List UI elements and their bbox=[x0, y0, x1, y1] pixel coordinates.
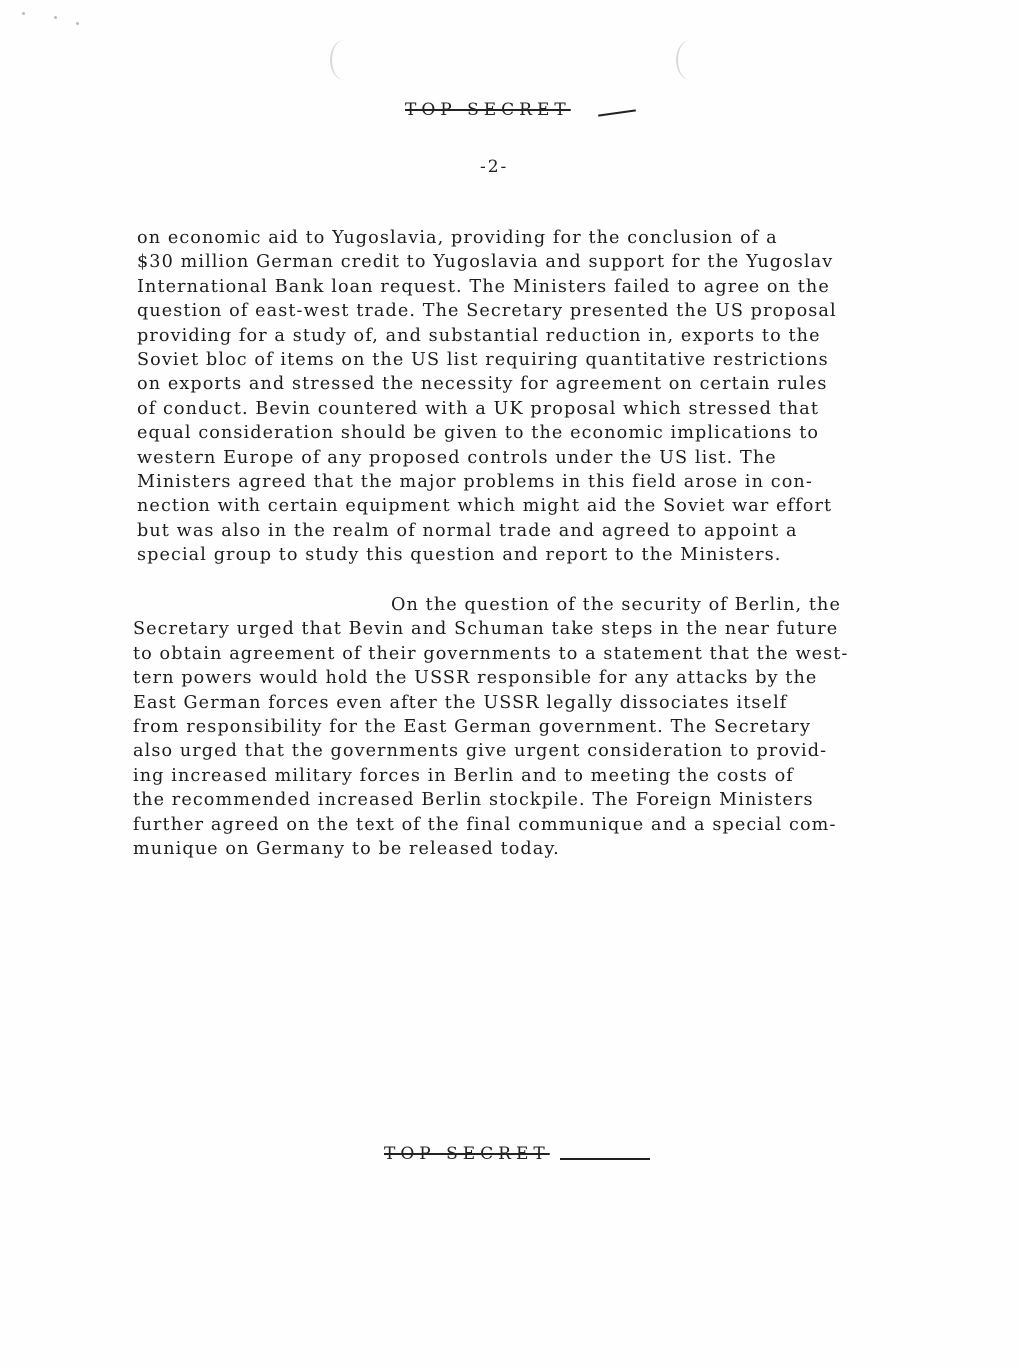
text-line: but was also in the realm of normal trade and agreed to appoint a bbox=[137, 520, 798, 541]
text-line: munique on Germany to be released today. bbox=[133, 838, 560, 859]
page-number: -2- bbox=[480, 157, 509, 177]
text-line: tern powers would hold the USSR responsible for any attacks by the bbox=[133, 668, 818, 689]
text-line: question of east-west trade. The Secretary presented the US proposal bbox=[137, 301, 837, 322]
punch-hole-right bbox=[676, 40, 704, 80]
paper-speck bbox=[76, 22, 79, 25]
strike-line bbox=[560, 1158, 650, 1160]
classification-marking-bottom: TOP SECRET bbox=[384, 1144, 550, 1164]
text-line: Secretary urged that Bevin and Schuman take steps in the near future bbox=[133, 619, 839, 640]
classification-marking-top: TOP SECRET bbox=[405, 100, 571, 120]
text-line: $30 million German credit to Yugoslavia and support for the Yugoslav bbox=[137, 252, 834, 273]
paper-speck bbox=[22, 12, 25, 15]
strike-line bbox=[598, 109, 636, 116]
text-line: also urged that the governments give urgent consideration to provid- bbox=[133, 741, 828, 762]
text-line: nection with certain equipment which might aid the Soviet war effort bbox=[137, 496, 833, 517]
text-line: to obtain agreement of their governments to a statement that the west- bbox=[133, 643, 849, 664]
text-line: further agreed on the text of the final communique and a special com- bbox=[133, 814, 837, 835]
text-line: western Europe of any proposed controls under the US list. The bbox=[137, 447, 777, 468]
text-line: International Bank loan request. The Ministers failed to agree on the bbox=[137, 276, 830, 297]
text-line: of conduct. Bevin countered with a UK proposal which stressed that bbox=[137, 398, 820, 419]
text-line: the recommended increased Berlin stockpile. The Foreign Ministers bbox=[133, 790, 814, 811]
text-line: from responsibility for the East German government. The Secretary bbox=[133, 716, 811, 737]
paper-speck bbox=[54, 16, 57, 19]
text-line: Ministers agreed that the major problems in this field arose in con- bbox=[137, 471, 813, 492]
text-line: special group to study this question and report to the Ministers. bbox=[137, 545, 782, 566]
text-line: providing for a study of, and substantial reduction in, exports to the bbox=[137, 325, 821, 346]
text-line: East German forces even after the USSR legally dissociates itself bbox=[133, 692, 788, 713]
text-line: Soviet bloc of items on the US list requiring quantitative restrictions bbox=[137, 349, 829, 370]
text-line: on exports and stressed the necessity for agreement on certain rules bbox=[137, 374, 828, 395]
text-line: on economic aid to Yugoslavia, providing for the conclusion of a bbox=[137, 228, 778, 248]
text-line: equal consideration should be given to the economic implications to bbox=[137, 423, 820, 444]
text-line: On the question of the security of Berlin, the bbox=[391, 595, 841, 615]
paragraph-berlin-security bbox=[133, 593, 848, 861]
text-line: ing increased military forces in Berlin and to meeting the costs of bbox=[133, 765, 794, 786]
paragraph-economic-aid bbox=[137, 226, 837, 567]
punch-hole-left bbox=[330, 40, 358, 80]
